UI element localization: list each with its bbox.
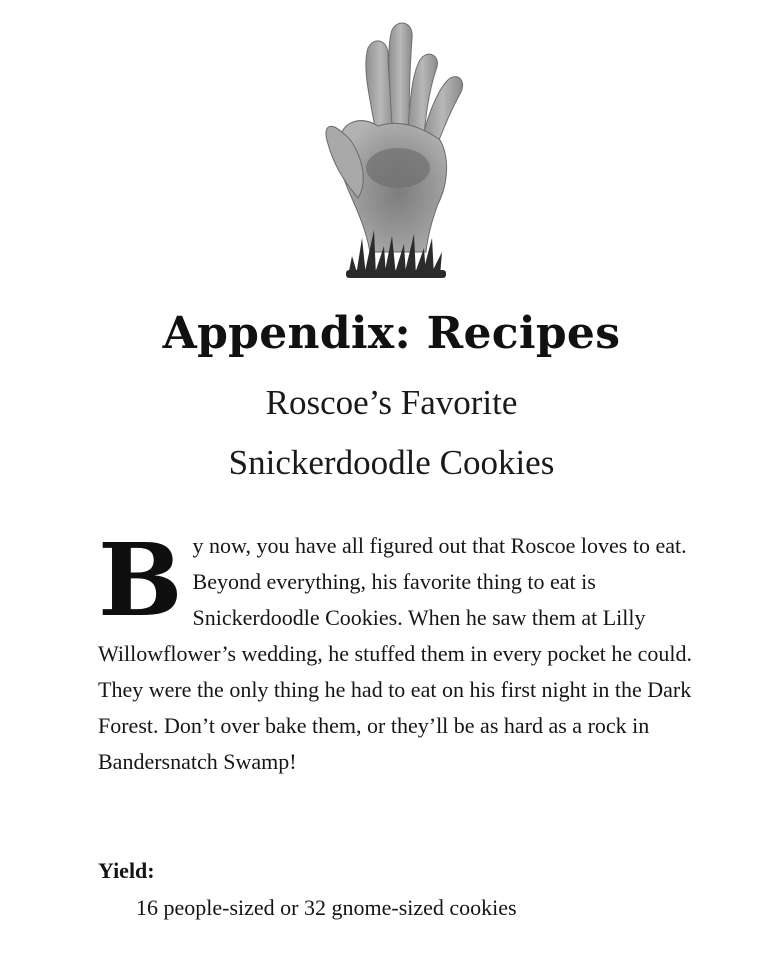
yield-label: Yield: bbox=[98, 858, 155, 883]
drop-cap: B bbox=[98, 521, 183, 639]
yield-value: 16 people-sized or 32 gnome-sized cookies bbox=[136, 895, 517, 920]
recipe-title-line-1: Roscoe’s Favorite bbox=[265, 383, 518, 422]
intro-text: y now, you have all figured out that Roscoe loves to eat. Beyond everything, his favorite thing to eat is Snickerdoodle Cookies. When he saw them at Lilly Willowflower’s wedding, he stuffed them in every pocket he could. They were the only thing he had to eat on his first night in the Dark Forest. Don’t over bake them, or they’ll be as hard as a rock in Bandersnatch Swamp! bbox=[98, 533, 692, 774]
zombie-hand-icon bbox=[300, 8, 490, 290]
recipe-title-line-2: Snickerdoodle Cookies bbox=[228, 443, 555, 482]
page-title: Appendix: Recipes bbox=[162, 308, 621, 359]
intro-paragraph bbox=[98, 521, 694, 780]
